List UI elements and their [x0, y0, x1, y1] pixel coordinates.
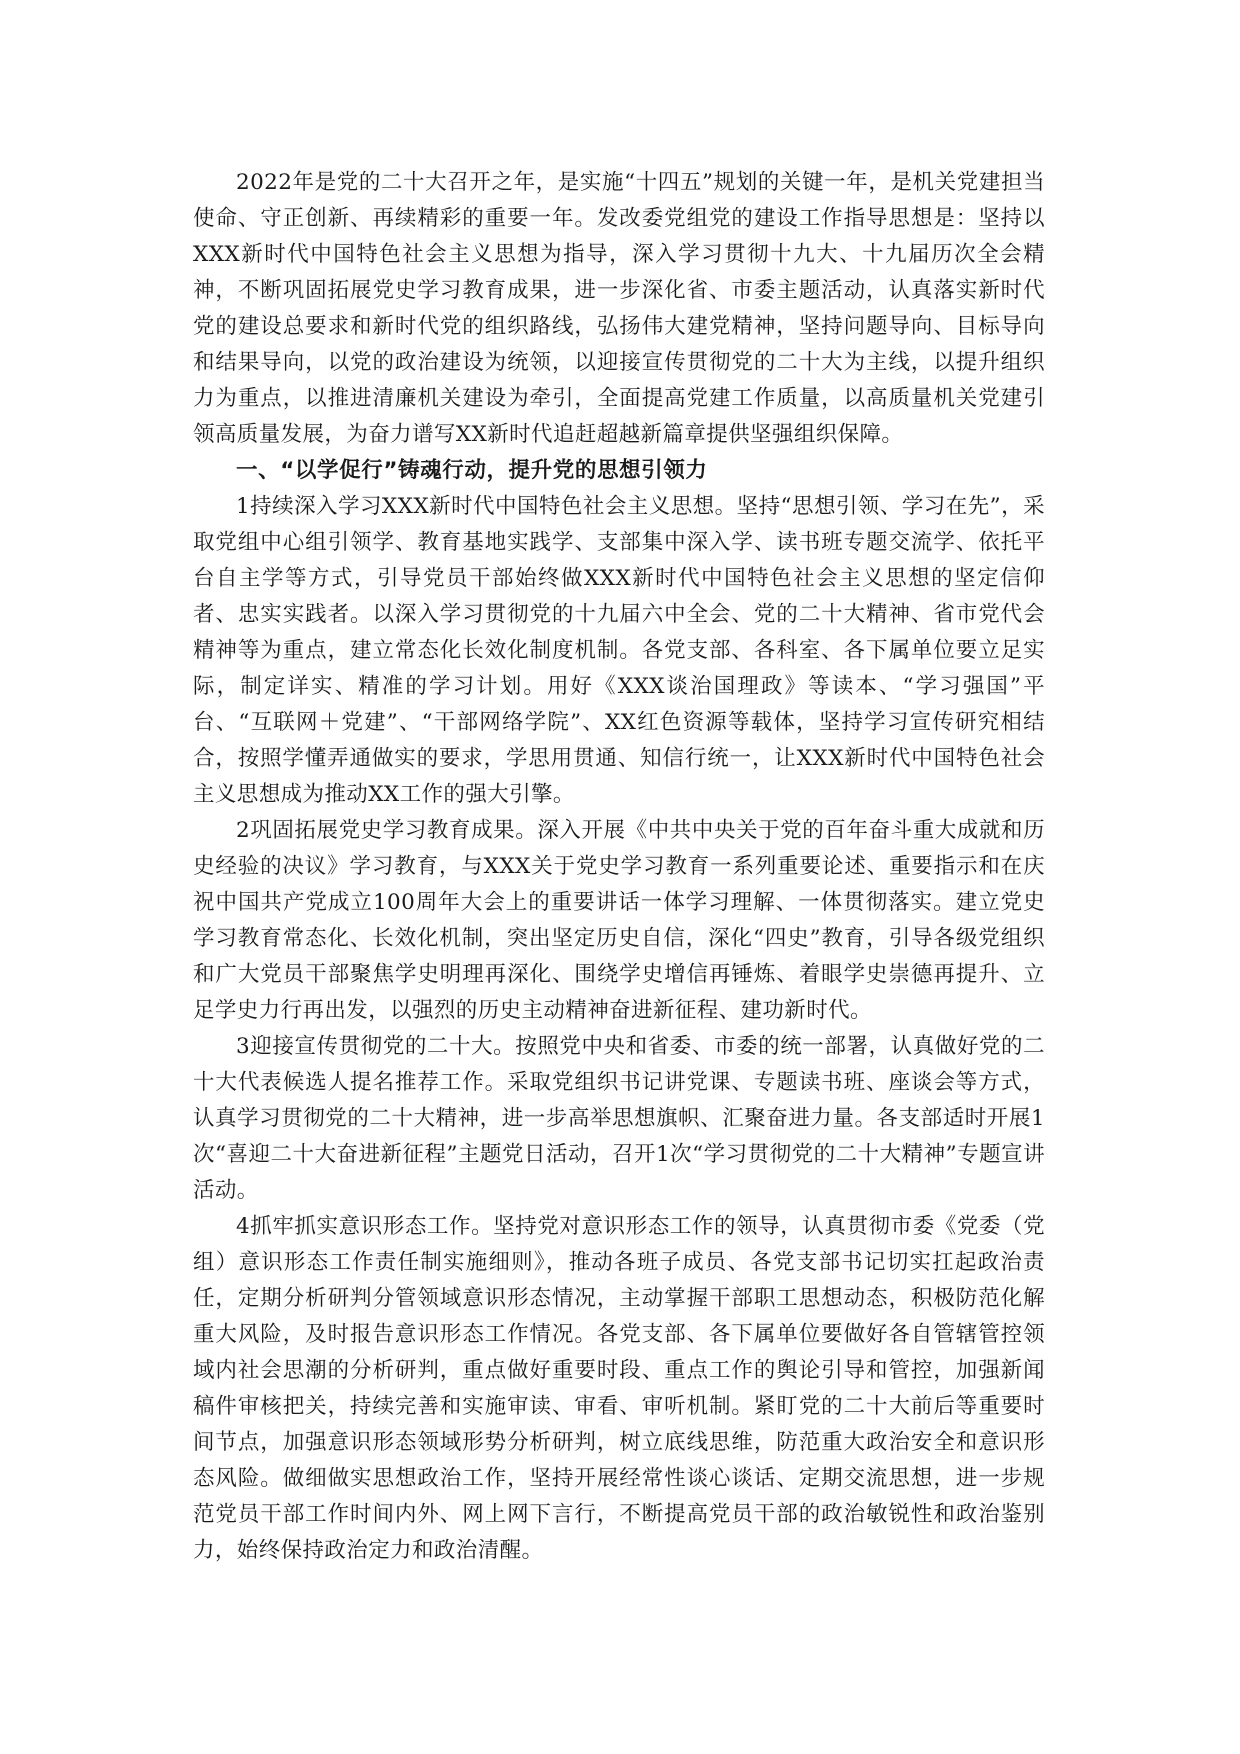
section-heading-1: 一、“以学促行”铸魂行动，提升党的思想引领力: [236, 458, 708, 483]
item-paragraph-1: 1持续深入学习XXX新时代中国特色社会主义思想。坚持“思想引领、学习在先”，采取党组中心组引领学、教育基地实践学、支部集中深入学、读书班专题交流学、依托平台自主学等方式，引导党员干部始终做XXX新时代中国特色社会主义思想的坚定信仰者、忠实实践者。以深入学习贯彻党的十九届六中全会、党的二十大精神、省市党代会精神等为重点，建立常态化长效化制度机制。各党支部、各科室、各下属单位要立足实际，制定详实、精准的学习计划。用好《XXX谈治国理政》等读本、“学习强国”平台、“互联网＋党建”、“干部网络学院”、XX红色资源等载体，坚持学习宣传研究相结合，按照学懂弄通做实的要求，学思用贯通、知信行统一，让XXX新时代中国特色社会主义思想成为推动XX工作的强大引擎。: [193, 494, 1045, 807]
item-paragraph-3: 3迎接宣传贯彻党的二十大。按照党中央和省委、市委的统一部署，认真做好党的二十大代表候选人提名推荐工作。采取党组织书记讲党课、专题读书班、座谈会等方式，认真学习贯彻党的二十大精神，进一步高举思想旗帜、汇聚奋进力量。各支部适时开展1次“喜迎二十大奋进新征程”主题党日活动，召开1次“学习贯彻党的二十大精神”专题宣讲活动。: [193, 1034, 1045, 1203]
intro-paragraph: 2022年是党的二十大召开之年，是实施“十四五”规划的关键一年，是机关党建担当使命、守正创新、再续精彩的重要一年。发改委党组党的建设工作指导思想是：坚持以XXX新时代中国特色社会主义思想为指导，深入学习贯彻十九大、十九届历次全会精神，不断巩固拓展党史学习教育成果，进一步深化省、市委主题活动，认真落实新时代党的建设总要求和新时代党的组织路线，弘扬伟大建党精神，坚持问题导向、目标导向和结果导向，以党的政治建设为统领，以迎接宣传贯彻党的二十大为主线，以提升组织力为重点，以推进清廉机关建设为牵引，全面提高党建工作质量，以高质量机关党建引领高质量发展，为奋力谱写XX新时代追赶超越新篇章提供坚强组织保障。: [193, 170, 1045, 447]
item-paragraph-4: 4抓牢抓实意识形态工作。坚持党对意识形态工作的领导，认真贯彻市委《党委（党组）意识形态工作责任制实施细则》，推动各班子成员、各党支部书记切实扛起政治责任，定期分析研判分管领域意识形态情况，主动掌握干部职工思想动态，积极防范化解重大风险，及时报告意识形态工作情况。各党支部、各下属单位要做好各自管辖管控领域内社会思潮的分析研判，重点做好重要时段、重点工作的舆论引导和管控，加强新闻稿件审核把关，持续完善和实施审读、审看、审听机制。紧盯党的二十大前后等重要时间节点，加强意识形态领域形势分析研判，树立底线思维，防范重大政治安全和意识形态风险。做细做实思想政治工作，坚持开展经常性谈心谈话、定期交流思想，进一步规范党员干部工作时间内外、网上网下言行，不断提高党员干部的政治敏锐性和政治鉴别力，始终保持政治定力和政治清醒。: [193, 1214, 1045, 1563]
document-body: [193, 165, 1045, 1569]
item-paragraph-2: 2巩固拓展党史学习教育成果。深入开展《中共中央关于党的百年奋斗重大成就和历史经验的决议》学习教育，与XXX关于党史学习教育一系列重要论述、重要指示和在庆祝中国共产党成立100周年大会上的重要讲话一体学习理解、一体贯彻落实。建立党史学习教育常态化、长效化机制，突出坚定历史自信，深化“四史”教育，引导各级党组织和广大党员干部聚焦学史明理再深化、围绕学史增信再锤炼、着眼学史崇德再提升、立足学史力行再出发，以强烈的历史主动精神奋进新征程、建功新时代。: [193, 818, 1045, 1023]
